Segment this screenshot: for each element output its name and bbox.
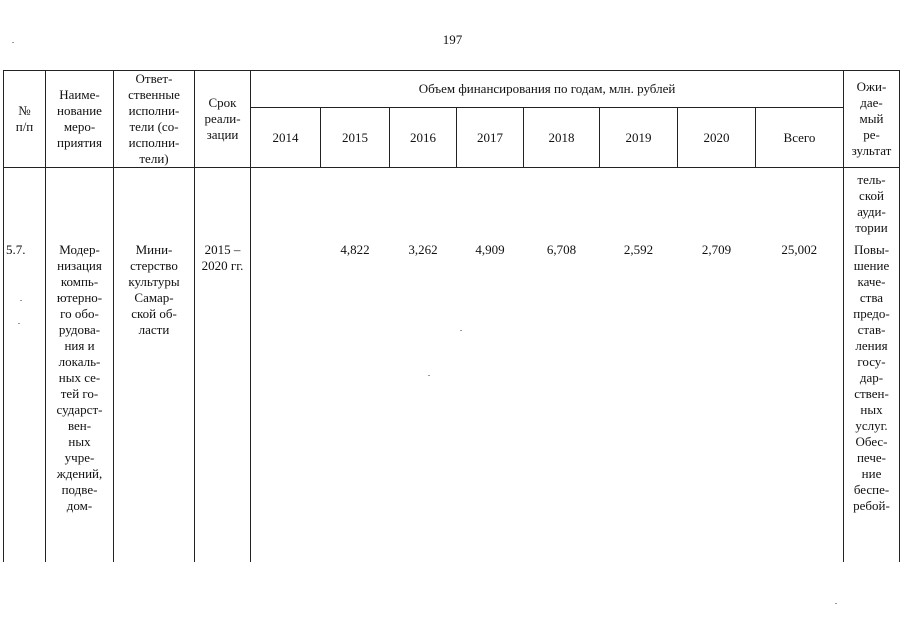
header-year-2016: 2016 — [390, 108, 457, 168]
value-2018: 6,708 — [546, 242, 577, 257]
header-year-2017: 2017 — [457, 108, 524, 168]
row-term: 2015 – 2020 гг. — [195, 236, 251, 562]
header-responsible: Ответ- ственные исполни- тели (со- исполни- тели) — [114, 71, 195, 168]
table-row — [4, 236, 900, 562]
header-year-2018: 2018 — [524, 108, 600, 168]
page-number: 197 — [442, 32, 463, 47]
scan-speck — [428, 375, 430, 376]
value-2015: 4,822 — [340, 242, 370, 257]
header-result: Ожи- дае- мый ре- зультат — [844, 71, 900, 168]
header-financing-title: Объем финансирования по годам, млн. рублей — [251, 71, 844, 108]
value-2016: 3,262 — [408, 242, 438, 257]
value-2019: 2,592 — [623, 242, 654, 257]
value-2020: 2,709 — [701, 242, 732, 257]
scan-speck — [12, 42, 14, 43]
header-name: Наиме- нование меро- приятия — [46, 71, 114, 168]
scan-speck — [460, 330, 462, 331]
value-total: 25,002 — [781, 242, 818, 257]
scan-speck — [18, 323, 20, 324]
continuation-result: тель- ской ауди- тории — [844, 168, 900, 237]
row-result: Повы- шение каче- ства предо- став- ления госу- дар- ствен- ных услуг. Обес- пече- ние беспе- ребой- — [844, 236, 900, 562]
scan-speck — [835, 603, 837, 604]
scan-speck — [20, 300, 22, 301]
row-responsible: Мини- стерство культуры Самар- ской об- ласти — [114, 236, 195, 562]
header-year-2019: 2019 — [600, 108, 678, 168]
header-year-2015: 2015 — [321, 108, 390, 168]
value-2017: 4,909 — [475, 242, 505, 257]
continuation-row — [4, 168, 900, 237]
header-num: № п/п — [4, 71, 46, 168]
header-year-2020: 2020 — [678, 108, 756, 168]
row-name: Модер- низация компь- ютерно- го обо- рудова- ния и локаль- ных се- тей го- сударст- вен- ных учре- ждений, подве- дом- — [46, 236, 114, 562]
header-year-2014: 2014 — [251, 108, 321, 168]
header-row-1 — [4, 71, 900, 108]
value-2014 — [251, 236, 321, 562]
header-total: Всего — [756, 108, 844, 168]
header-term: Срок реали- зации — [195, 71, 251, 168]
row-number: 5.7. — [4, 236, 46, 562]
financing-table — [3, 70, 900, 562]
